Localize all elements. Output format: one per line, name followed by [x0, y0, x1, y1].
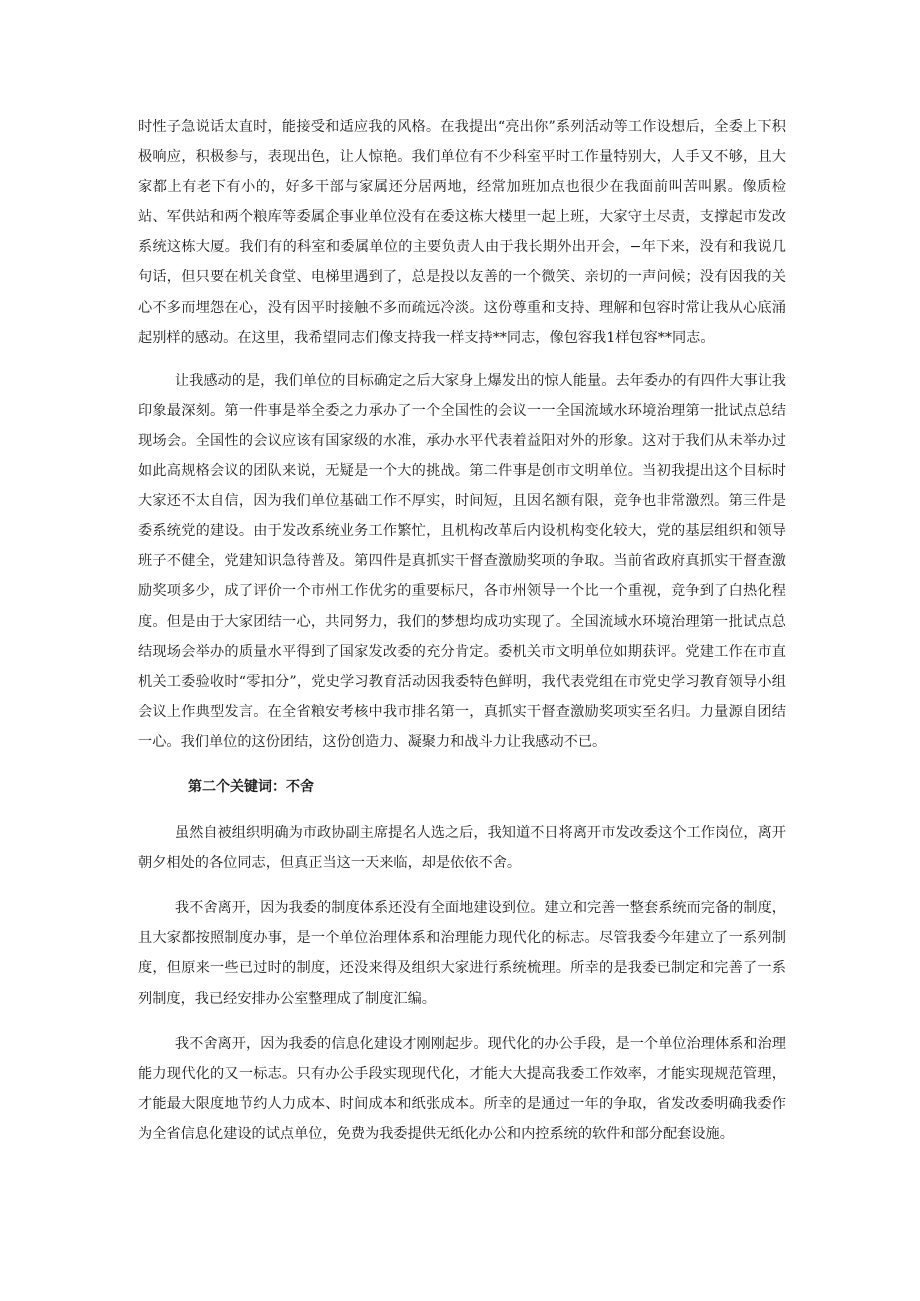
paragraph-reluctant: 虽然自被组织明确为市政协副主席提名人选之后，我知道不日将离开市发改委这个工作岗位，离开朝夕相处的各位同志，但真正当这一天来临，却是依依不舍。: [138, 825, 786, 872]
paragraph-system: 我不舍离开，因为我委的制度体系还没有全面地建设到位。建立和完善一整套系统而完备的制度，且大家都按照制度办事，是一个单位治理体系和治理能力现代化的标志。尽管我委今年建立了一系列制度，但原来一些已过时的制度，还没来得及组织大家进行系统梳理。所幸的是我委已制定和完善了一系列制度，我已经安排办公室整理成了制度汇编。: [138, 900, 786, 1007]
section-heading: 第二个关键词：不舍: [188, 778, 314, 795]
paragraph-informatization: 我不舍离开，因为我委的信息化建设才刚刚起步。现代化的办公手段，是一个单位治理体系和治理能力现代化的又一标志。只有办公手段实现现代化，才能大大提高我委工作效率，才能实现规范管理，才能最大限度地节约人力成本、时间成本和纸张成本。所幸的是通过一年的争取，省发改委明确我委作为全省信息化建设的试点单位，免费为我委提供无纸化办公和内控系统的软件和部分配套设施。: [138, 1035, 786, 1142]
paragraph-touched: 让我感动的是，我们单位的目标确定之后大家身上爆发出的惊人能量。去年委办的有四件大事让我印象最深刻。第一件事是举全委之力承办了一个全国性的会议一一全国流域水环境治理第一批试点总结现场会。全国性的会议应该有国家级的水准，承办水平代表着益阳对外的形象。这对于我们从未举办过如此高规格会议的团队来说，无疑是一个大的挑战。第二件事是创市文明单位。当初我提出这个目标时大家还不太自信，因为我们单位基础工作不厚实，时间短，且因名额有限，竞争也非常激烈。第三件是委系统党的建设。由于发改系统业务工作繁忙，且机构改革后内设机构变化较大，党的基层组织和领导班子不健全，党建知识急待普及。第四件是真抓实干督查激励奖项的争取。当前省政府真抓实干督查激励奖项多少，成了评价一个市州工作优劣的重要标尺，各市州领导一个比一个重视，竞争到了白热化程度。但是由于大家团结一心，共同努力，我们的梦想均成功实现了。全国流域水环境治理第一批试点总结现场会举办的质量水平得到了国家发改委的充分肯定。委机关市文明单位如期获评。党建工作在市直机关工委验收时“零扣分”，党史学习教育活动因我委特色鲜明，我代表党组在市党史学习教育领导小组会议上作典型发言。在全省粮安考核中我市排名第一，真抓实干督查激励奖项实至名归。力量源自团结一心。我们单位的这份团结，这份创造力、凝聚力和战斗力让我感动不已。: [138, 372, 786, 750]
document-page: [138, 112, 786, 1149]
paragraph-support: 时性子急说话太直时，能接受和适应我的风格。在我提出“亮出你”系列活动等工作设想后，全委上下积极响应，积极参与，表现出色，让人惊艳。我们单位有不少科室平时工作量特别大，人手又不够，且大家都上有老下有小的，好多干部与家属还分居两地，经常加班加点也很少在我面前叫苦叫累。像质检站、军供站和两个粮库等委属企事业单位没有在委这栋大楼里一起上班，大家守土尽责，支撑起市发改系统这栋大厦。我们有的科室和委属单位的主要负责人由于我长期外出开会，−年下来，没有和我说几句话，但只要在机关食堂、电梯里遇到了，总是投以友善的一个微笑、亲切的一声问候；没有因我的关心不多而埋怨在心，没有因平时接触不多而疏远冷淡。这份尊重和支持、理解和包容时常让我从心底涌起别样的感动。在这里，我希望同志们像支持我一样支持**同志，像包容我1样包容**同志。: [138, 119, 786, 346]
